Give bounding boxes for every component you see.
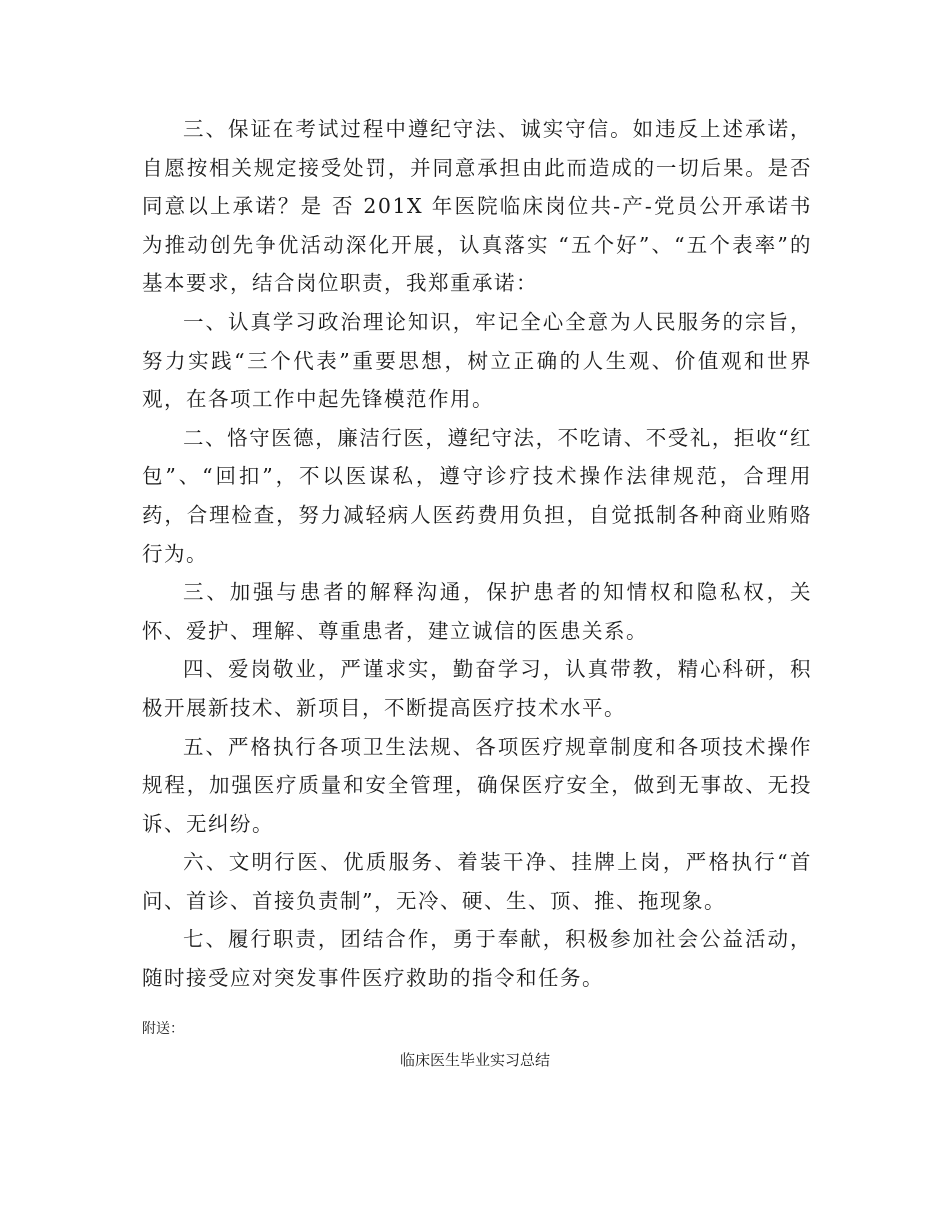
paragraph-item-4: 四、爱岗敬业，严谨求实，勤奋学习，认真带教，精心科研，积极开展新技术、新项目，不断提高医疗技术水平。 xyxy=(142,657,812,720)
paragraph-item-2: 二、恪守医德，廉洁行医，遵纪守法，不吃请、不受礼，拒收“红包”、“回扣”，不以医谋私，遵守诊疗技术操作法律规范，合理用药，合理检查，努力减轻病人医药费用负担，自觉抵制各种商业贿赂行为。 xyxy=(142,425,812,566)
paragraph-item-7: 七、履行职责，团结合作，勇于奉献，积极参加社会公益活动，随时接受应对突发事件医疗救助的指令和任务。 xyxy=(142,927,812,991)
paragraph-pledge-intro: 三、保证在考试过程中遵纪守法、诚实守信。如违反上述承诺，自愿按相关规定接受处罚，并同意承担由此而造成的一切后果。是否同意以上承诺？是 否 201X 年医院临床岗位共-产-党员公开承诺书为推动创先争优活动深化开展，认真落实 “五个好”、“五个表率”的基本要求，结合岗位职责，我郑重承诺： xyxy=(142,117,812,296)
paragraph-item-3: 三、加强与患者的解释沟通，保护患者的知情权和隐私权，关怀、爱护、理解、尊重患者，建立诚信的医患关系。 xyxy=(142,580,812,643)
appendix-label: 附送： xyxy=(142,1021,184,1037)
appendix-title: 临床医生毕业实习总结 xyxy=(399,1051,550,1069)
document-body xyxy=(142,110,812,998)
paragraph-item-5: 五、严格执行各项卫生法规、各项医疗规章制度和各项技术操作规程，加强医疗质量和安全管理，确保医疗安全，做到无事故、无投诉、无纠纷。 xyxy=(142,734,812,836)
paragraph-item-1: 一、认真学习政治理论知识，牢记全心全意为人民服务的宗旨，努力实践“三个代表”重要思想，树立正确的人生观、价值观和世界观，在各项工作中起先锋模范作用。 xyxy=(142,309,812,412)
paragraph-item-6: 六、文明行医、优质服务、着装干净、挂牌上岗，严格执行“首问、首诊、首接负责制”，无冷、硬、生、顶、推、拖现象。 xyxy=(142,850,812,913)
